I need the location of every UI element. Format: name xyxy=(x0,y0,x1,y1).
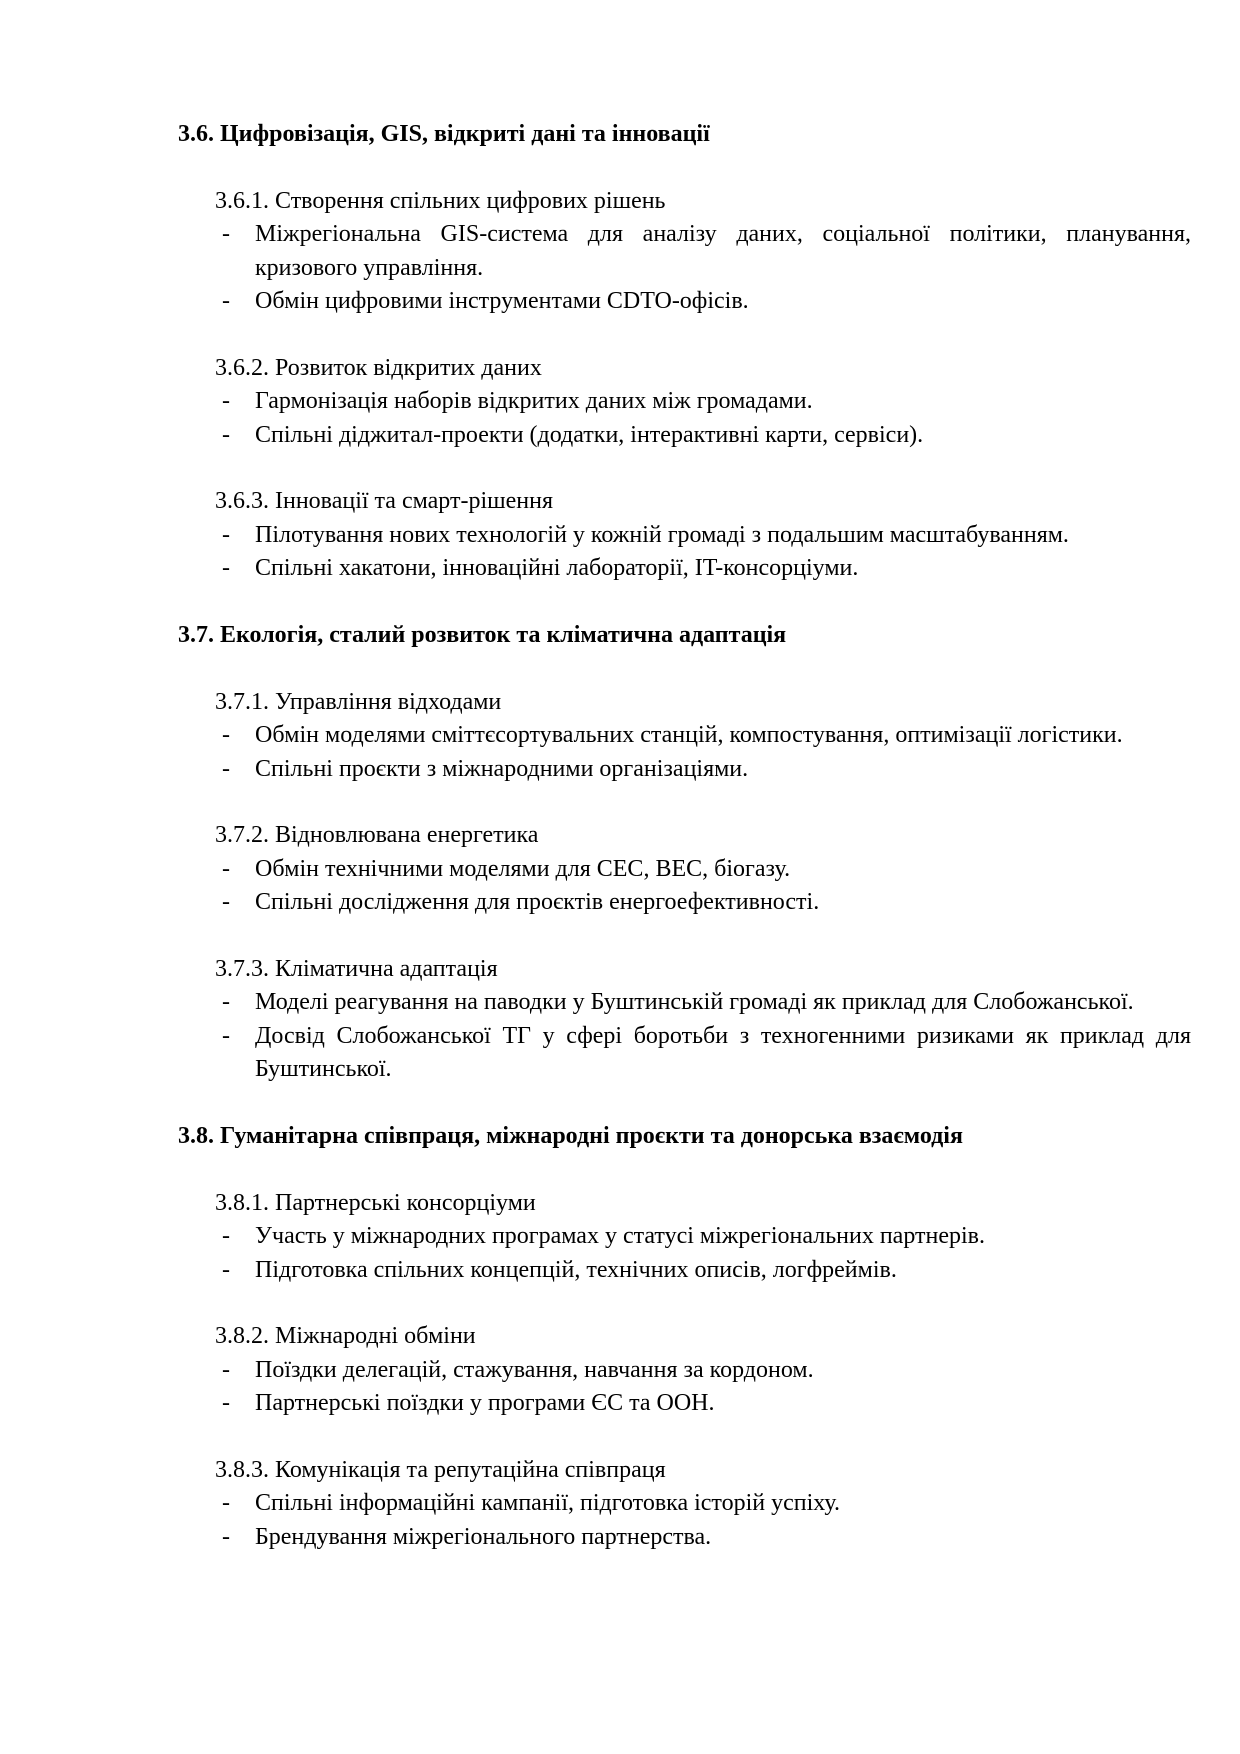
list-item-text: Брендування міжрегіонального партнерства. xyxy=(255,1523,712,1550)
list-item-text: Обмін технічними моделями для СЕС, ВЕС, біогазу. xyxy=(255,855,791,882)
bullet-dash: - xyxy=(222,989,230,1016)
list-item-text: Спільні дослідження для проєктів енергоефективності. xyxy=(255,889,820,916)
subsection-heading: 3.8.2. Міжнародні обміни xyxy=(215,1323,476,1350)
bullet-dash: - xyxy=(222,889,230,916)
bullet-dash: - xyxy=(222,555,230,582)
bullet-dash: - xyxy=(222,288,230,315)
subsection-heading: 3.6.2. Розвиток відкритих даних xyxy=(215,354,542,381)
list-item-text: Спільні діджитал-проекти (додатки, інтерактивні карти, сервіси). xyxy=(255,421,924,448)
bullet-dash: - xyxy=(222,221,230,248)
list-item xyxy=(178,1254,1191,1287)
list-item xyxy=(178,986,1191,1019)
list-item-text: Гармонізація наборів відкритих даних між громадами. xyxy=(255,388,813,415)
list-item xyxy=(178,753,1191,786)
list-item-text: Спільні проєкти з міжнародними організаціями. xyxy=(255,755,749,782)
bullet-dash: - xyxy=(222,755,230,782)
bullet-dash: - xyxy=(222,1022,230,1049)
subsection-heading: 3.6.1. Створення спільних цифрових рішень xyxy=(215,187,666,214)
list-item-text: Поїздки делегацій, стажування, навчання за кордоном. xyxy=(255,1356,814,1383)
list-item xyxy=(178,719,1191,752)
subsection xyxy=(178,1320,1191,1420)
subsection-heading: 3.6.3. Інновації та смарт-рішення xyxy=(215,488,553,515)
list-item xyxy=(178,1220,1191,1253)
list-item xyxy=(178,419,1191,452)
subsection-heading: 3.7.3. Кліматична адаптація xyxy=(215,956,498,983)
subsection xyxy=(178,1454,1191,1554)
bullet-dash: - xyxy=(222,855,230,882)
list-item-text: Досвід Слобожанської ТГ у сфері боротьби з техногенними ризиками як приклад для Буштинської. xyxy=(255,1022,1191,1083)
bullet-dash: - xyxy=(222,1223,230,1250)
list-item-text: Участь у міжнародних програмах у статусі міжрегіональних партнерів. xyxy=(255,1223,985,1250)
bullet-dash: - xyxy=(222,1356,230,1383)
list-item xyxy=(178,1387,1191,1420)
section-heading: 3.6. Цифровізація, GIS, відкриті дані та інновації xyxy=(178,121,710,147)
list-item xyxy=(178,385,1191,418)
subsection xyxy=(178,686,1191,786)
list-item xyxy=(178,285,1191,318)
section-heading: 3.8. Гуманітарна співпраця, міжнародні проєкти та донорська взаємодія xyxy=(178,1123,963,1150)
bullet-dash: - xyxy=(222,1523,230,1550)
list-item xyxy=(178,1020,1191,1087)
list-item xyxy=(178,886,1191,919)
section xyxy=(178,118,1191,586)
bullet-dash: - xyxy=(222,1256,230,1283)
section-heading: 3.7. Екологія, сталий розвиток та кліматична адаптація xyxy=(178,622,787,649)
subsection-heading: 3.7.2. Відновлювана енергетика xyxy=(215,822,539,849)
subsection xyxy=(178,185,1191,319)
list-item-text: Спільні хакатони, інноваційні лабораторії, IT-консорціуми. xyxy=(255,555,859,582)
bullet-dash: - xyxy=(222,1490,230,1517)
section xyxy=(178,619,1191,1087)
subsection xyxy=(178,352,1191,452)
subsection xyxy=(178,485,1191,585)
list-item xyxy=(178,218,1191,285)
list-item xyxy=(178,552,1191,585)
list-item-text: Моделі реагування на паводки у Буштинській громаді як приклад для Слобожанської. xyxy=(255,989,1134,1016)
subsection xyxy=(178,953,1191,1087)
list-item-text: Спільні інформаційні кампанії, підготовка історій успіху. xyxy=(255,1490,840,1517)
list-item-text: Підготовка спільних концепцій, технічних описів, логфреймів. xyxy=(255,1256,897,1283)
bullet-dash: - xyxy=(222,421,230,448)
list-item-text: Обмін моделями сміттєсортувальних станцій, компостування, оптимізації логістики. xyxy=(255,722,1123,749)
list-item-text: Пілотування нових технологій у кожній громаді з подальшим масштабуванням. xyxy=(255,521,1069,548)
list-item-text: Партнерські поїздки у програми ЄС та ООН. xyxy=(255,1390,715,1417)
subsection-heading: 3.8.3. Комунікація та репутаційна співпраця xyxy=(215,1457,666,1484)
subsection-heading: 3.8.1. Партнерські консорціуми xyxy=(215,1189,536,1216)
bullet-dash: - xyxy=(222,388,230,415)
list-item xyxy=(178,1521,1191,1554)
document-page xyxy=(178,118,1191,1588)
list-item xyxy=(178,1354,1191,1387)
bullet-dash: - xyxy=(222,722,230,749)
list-item-text: Міжрегіональна GIS-система для аналізу даних, соціальної політики, планування, кризового управління. xyxy=(255,221,1191,281)
list-item xyxy=(178,519,1191,552)
list-item xyxy=(178,853,1191,886)
bullet-dash: - xyxy=(222,1390,230,1417)
bullet-dash: - xyxy=(222,521,230,548)
subsection xyxy=(178,819,1191,919)
list-item-text: Обмін цифровими інструментами CDTO-офісів. xyxy=(255,288,749,315)
list-item xyxy=(178,1487,1191,1520)
subsection-heading: 3.7.1. Управління відходами xyxy=(215,688,502,715)
subsection xyxy=(178,1187,1191,1287)
section xyxy=(178,1120,1191,1554)
